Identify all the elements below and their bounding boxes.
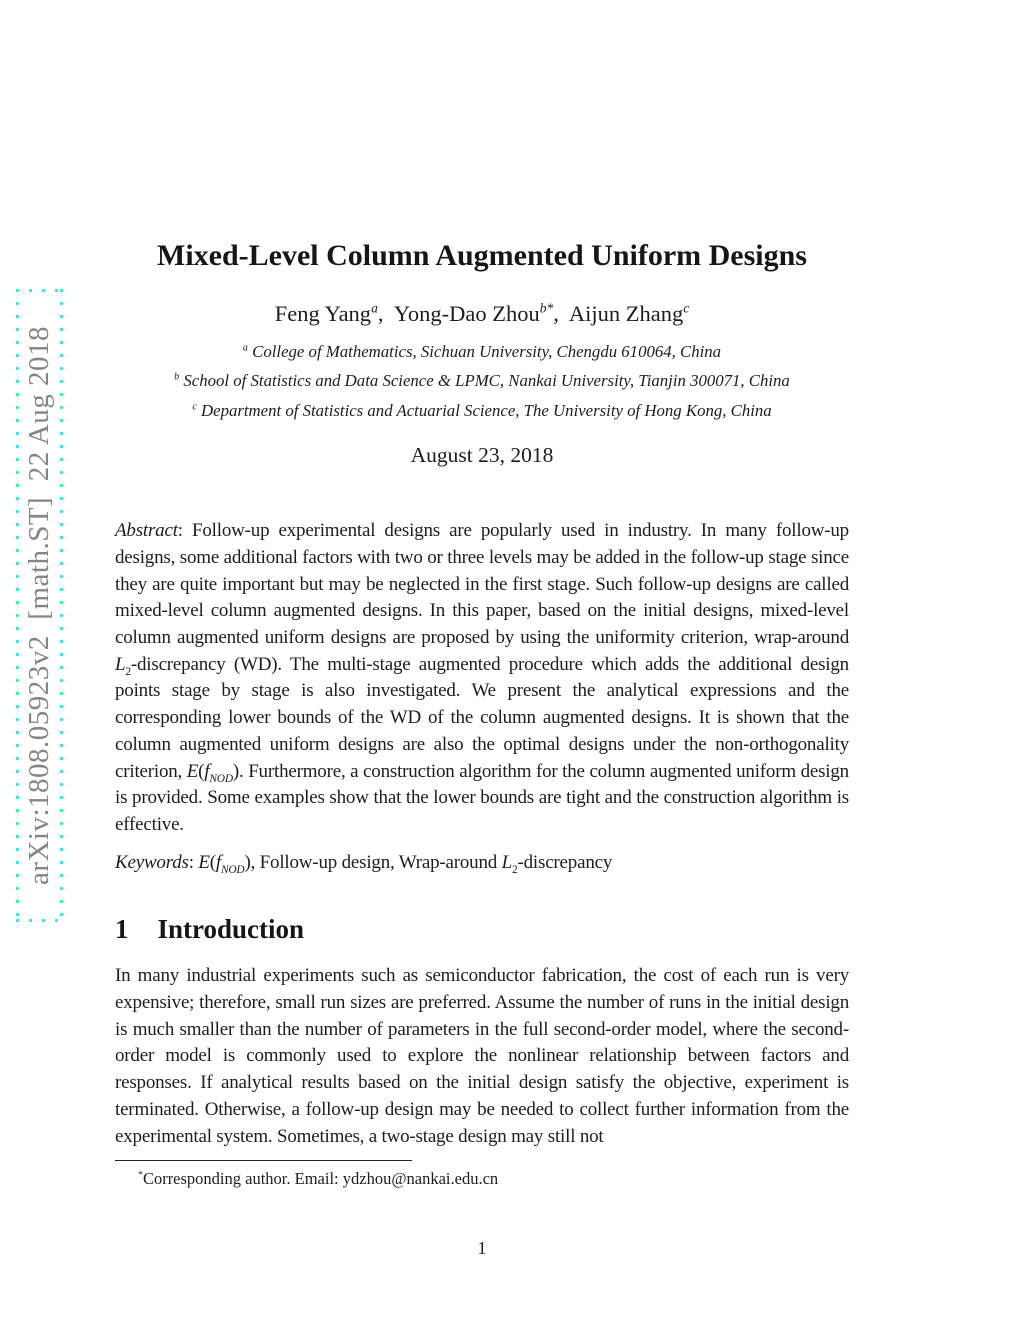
affiliation-b: $^b$ School of Statistics and Data Science & LPMC, Nankai University, Tianjin 300071, China [174, 371, 790, 391]
affiliation-a: $^a$ College of Mathematics, Sichuan University, Chengdu 610064, China [242, 342, 722, 361]
section-number: 1 [115, 914, 129, 945]
watermark-border-left [16, 289, 19, 922]
page-number: 1 [477, 1238, 487, 1258]
watermark-border-top [16, 289, 63, 292]
content-column [115, 0, 849, 1150]
affiliation-c: $^c$ Department of Statistics and Actuarial Science, The University of Hong Kong, China [192, 400, 772, 420]
date-line: August 23, 2018 [410, 443, 554, 468]
arxiv-watermark-text: arXiv:1808.05923v2 [math.ST] 22 Aug 2018 [23, 325, 56, 886]
abstract-paragraph: Abstract: Follow-up experimental designs are popularly used in industry. In many follow-up designs, some additional factors with two or three levels may be added in the follow-up stage since they are quite important but may be neglected in the first stage. Such follow-up designs are called mixed-level column augmented designs. In this paper, based on the initial designs, mixed-level column augmented uniform designs are proposed by using the uniformity criterion, wrap-around $L_2$-discrepancy (WD). The multi-stage augmented procedure which adds the additional design points stage by stage is also investigated. We present the analytical expressions and the corresponding lower bounds of the WD of the column augmented designs. It is shown that the column augmented uniform designs are also the optimal designs under the non-orthogonality criterion, $E(f_{NOD})$. Furthermore, a construction algorithm for the column augmented uniform design is provided. Some examples show that the lower bounds are tight and the construction algorithm is effective. [115, 520, 849, 835]
intro-paragraph: In many industrial experiments such as semiconductor fabrication, the cost of each run is very expensive; therefore, small run sizes are preferred. Assume the number of runs in the initial design is much smaller than the number of parameters in the full second-order model, where the second-order model is commonly used to explore the nonlinear relationship between factors and responses. If analytical results based on the initial design satisfy the objective, experiment is terminated. Otherwise, a follow-up design may be needed to collect further information from the experimental system. Sometimes, a two-stage design may still not [115, 965, 849, 1147]
arxiv-watermark [16, 289, 63, 922]
keywords-line: Keywords: $E(f_{NOD})$, Follow-up design, Wrap-around $L_2$-discrepancy [115, 851, 613, 876]
watermark-border-right [60, 289, 63, 922]
section-title: Introduction [157, 914, 305, 945]
paper-title: Mixed-Level Column Augmented Uniform Designs [157, 239, 807, 272]
watermark-border-bottom [16, 919, 63, 922]
footnote-rule [115, 1160, 412, 1161]
authors-line: Feng Yang$^a$, Yong-Dao Zhou$^{b*}$, Aijun Zhang$^c$ [274, 300, 690, 326]
footnote: *Corresponding author. Email: ydzhou@nankai.edu.cn [138, 1169, 499, 1188]
section-heading [115, 913, 849, 946]
